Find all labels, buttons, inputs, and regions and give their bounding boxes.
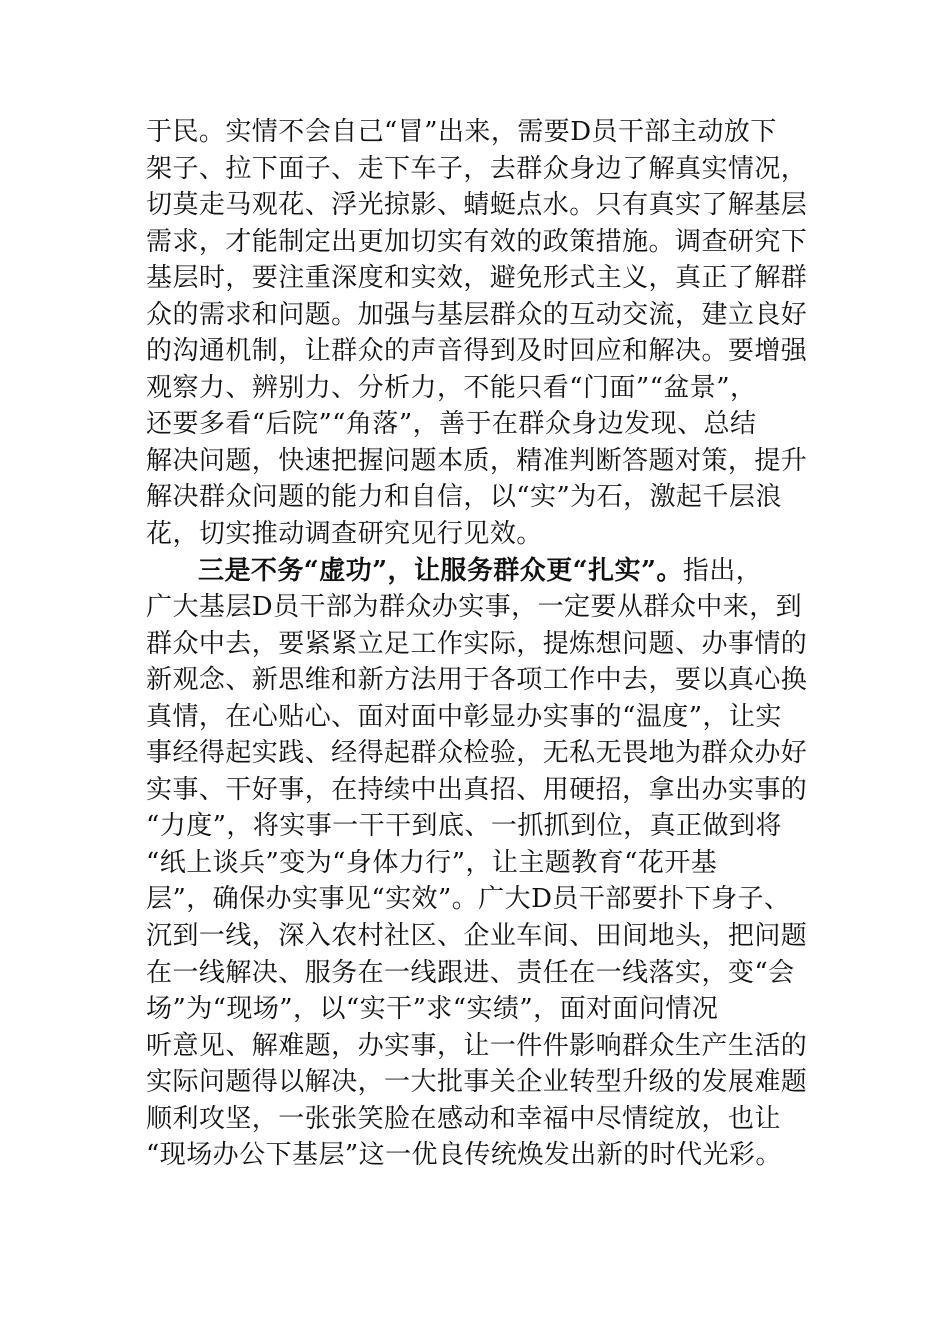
text-line: 顺利攻坚，一张张笑脸在感动和幸福中尽情绽放，也让 bbox=[146, 1103, 781, 1134]
body-text bbox=[146, 114, 826, 1174]
paragraph-2 bbox=[146, 553, 826, 1174]
text-line: 广大基层D员干部为群众办实事，一定要从群众中来，到 bbox=[146, 592, 803, 623]
text-line: 听意见、解难题，办实事，让一件件影响群众生产生活的 bbox=[146, 1030, 808, 1061]
text-line: 沉到一线，深入农村社区、企业车间、田间地头，把问题 bbox=[146, 921, 808, 952]
text-line: 切莫走马观花、浮光掠影、蜻蜓点水。只有真实了解基层 bbox=[146, 190, 808, 221]
text-line: 解决问题，快速把握问题本质，精准判断答题对策，提升 bbox=[146, 445, 808, 476]
text-line: 群众中去，要紧紧立足工作实际，提炼想问题、办事情的 bbox=[146, 628, 808, 659]
text-line: 众的需求和问题。加强与基层群众的互动交流，建立良好 bbox=[146, 299, 808, 330]
text-line: “纸上谈兵”变为“身体力行”，让主题教育“花开基 bbox=[146, 847, 718, 878]
text-line: 基层时，要注重深度和实效，避免形式主义，真正了解群 bbox=[146, 263, 808, 294]
text-line: 花，切实推动调查研究见行见效。 bbox=[146, 519, 543, 550]
text-line: 真情，在心贴心、面对面中彰显办实事的“温度”，让实 bbox=[146, 701, 782, 732]
paragraph-heading: 三是不务“虚功”，让服务群众更“扎实”。 bbox=[198, 555, 683, 586]
text-line: 在一线解决、服务在一线跟进、责任在一线落实，变“会 bbox=[146, 957, 795, 988]
text-line bbox=[146, 553, 826, 590]
text-line: 于民。实情不会自己“冒”出来，需要D员干部主动放下 bbox=[146, 117, 777, 147]
text-line: “现场办公下基层”这一优良传统焕发出新的时代光彩。 bbox=[146, 1140, 782, 1171]
text-line: 实际问题得以解决，一大批事关企业转型升级的发展难题 bbox=[146, 1067, 808, 1098]
text-line: 观察力、辨别力、分析力，不能只看“门面”“盆景”， bbox=[146, 372, 757, 403]
heading-tail-text: 指出， bbox=[682, 555, 763, 586]
text-line: 场”为“现场”，以“实干”求“实绩”，面对面问情况 bbox=[146, 994, 719, 1025]
text-line: 新观念、新思维和新方法用于各项工作中去，要以真心换 bbox=[146, 665, 808, 696]
paragraph-1 bbox=[146, 114, 826, 553]
text-line: 层”，确保办实事见“实效”。广大D员干部要扑下身子、 bbox=[146, 884, 791, 915]
text-line: 需求，才能制定出更加切实有效的政策措施。调查研究下 bbox=[146, 226, 808, 257]
text-line: 架子、拉下面子、走下车子，去群众身边了解真实情况， bbox=[146, 153, 808, 184]
text-line: “力度”，将实事一干干到底、一抓抓到位，真正做到将 bbox=[146, 811, 782, 842]
text-line: 事经得起实践、经得起群众检验，无私无畏地为群众办好 bbox=[146, 738, 808, 769]
text-line: 解决群众问题的能力和自信，以“实”为石，激起千层浪 bbox=[146, 482, 782, 513]
text-line: 的沟通机制，让群众的声音得到及时回应和解决。要增强 bbox=[146, 336, 808, 367]
text-line: 还要多看“后院”“角落”，善于在群众身边发现、总结 bbox=[146, 409, 757, 440]
text-line: 实事、干好事，在持续中出真招、用硬招，拿出办实事的 bbox=[146, 774, 808, 805]
